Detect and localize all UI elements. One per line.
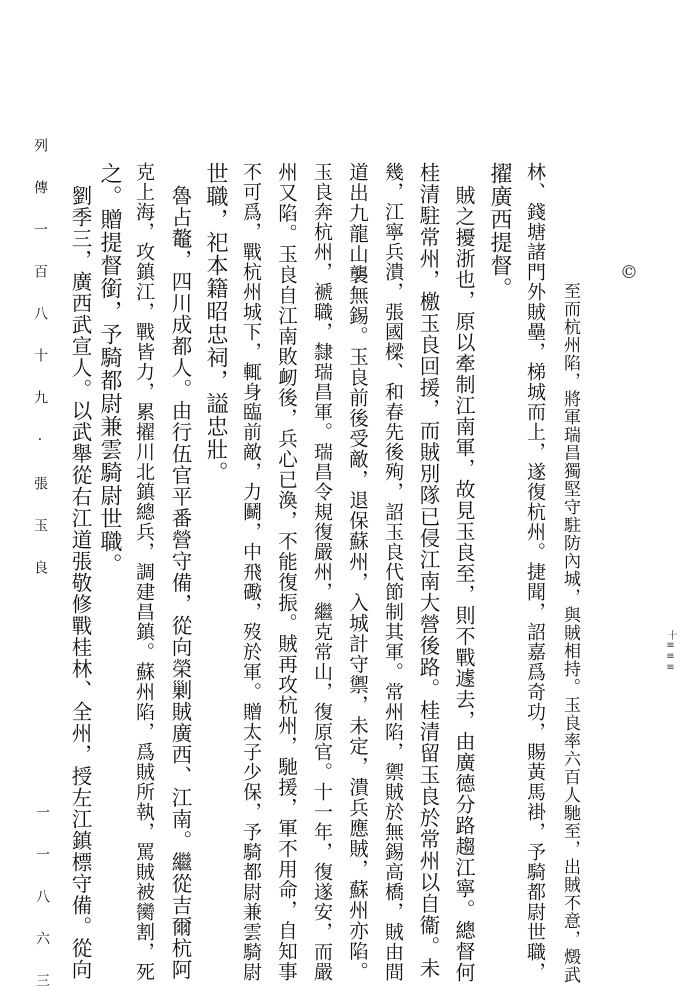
text-column: 賊之擾浙也，原以牽制江南軍，故見玉良至，則不戰遽去，由廣德分路趨江寧。總督何 — [452, 185, 476, 983]
text-column: 擢廣西提督。 — [487, 162, 512, 300]
text-column: 不可爲，戰杭州城下，輒身臨前敵，力鬭，中飛礮，歿於軍。贈太子少保，予騎都尉兼雲騎尉 — [240, 162, 262, 982]
text-column: 幾，江寧兵潰，張國樑、和春先後殉，詔玉良代節制其軍。常州陷，禦賊於無錫高橋，賊由間 — [382, 162, 404, 982]
edge-text: 十≡≡≡ — [665, 630, 676, 673]
text-column: 世職，祀本籍昭忠祠，謚忠壯。 — [203, 162, 228, 484]
text-column: 克上海，攻鎮江，戰皆力，累擢川北鎮總兵，調建昌鎮。蘇州陷，爲賊所執，罵賊被臠割，死 — [133, 162, 155, 982]
margin-mark-icon: © — [620, 262, 638, 283]
text-column: 魯占鼇，四川成都人。由行伍官平番營守備，從向榮剿賊廣西、江南。繼從吉爾杭阿 — [168, 185, 192, 981]
text-column: 至而杭州陷，將軍瑞昌獨堅守駐防內城，與賊相持。玉良率六百人馳至，出賊不意，燬武 — [560, 282, 580, 984]
section-title: 列 傳 一 百 八 十 九 · 張 玉 良 — [32, 138, 48, 580]
text-column: 玉良奔杭州，褫職，隸瑞昌軍。瑞昌令規復嚴州，繼克常山，復原官。十一年，復遂安，而嚴 — [311, 162, 333, 982]
text-column: 林、錢塘諸門外賊壘，梯城而上，遂復杭州。捷聞，詔嘉爲奇功，賜黃馬褂，予騎都尉世職， — [524, 162, 546, 982]
text-column: 劉季三，廣西武宣人。以武舉從右江道張敬修戰桂林、全州，授左江鎮標守備。從向 — [68, 185, 92, 981]
text-column: 之。贈提督銜，予騎都尉兼雲騎尉世職。 — [97, 162, 122, 576]
page-number: 一 一 八 六 三 — [34, 805, 50, 993]
text-column: 道出九龍山襲無錫。玉良前後受敵，退保蘇州，入城計守禦，未定，潰兵應賊，蘇州亦陷。 — [346, 162, 369, 982]
text-column: 州又陷。玉良自江南敗衂後，兵心已渙，不能復振。賊再攻杭州，馳援，軍不用命，自知事 — [275, 162, 298, 982]
text-column: 桂清駐常州，檄玉良回援，而賊別隊已侵江南大營後路。桂清留玉良於常州以自衞。未 — [416, 162, 440, 979]
